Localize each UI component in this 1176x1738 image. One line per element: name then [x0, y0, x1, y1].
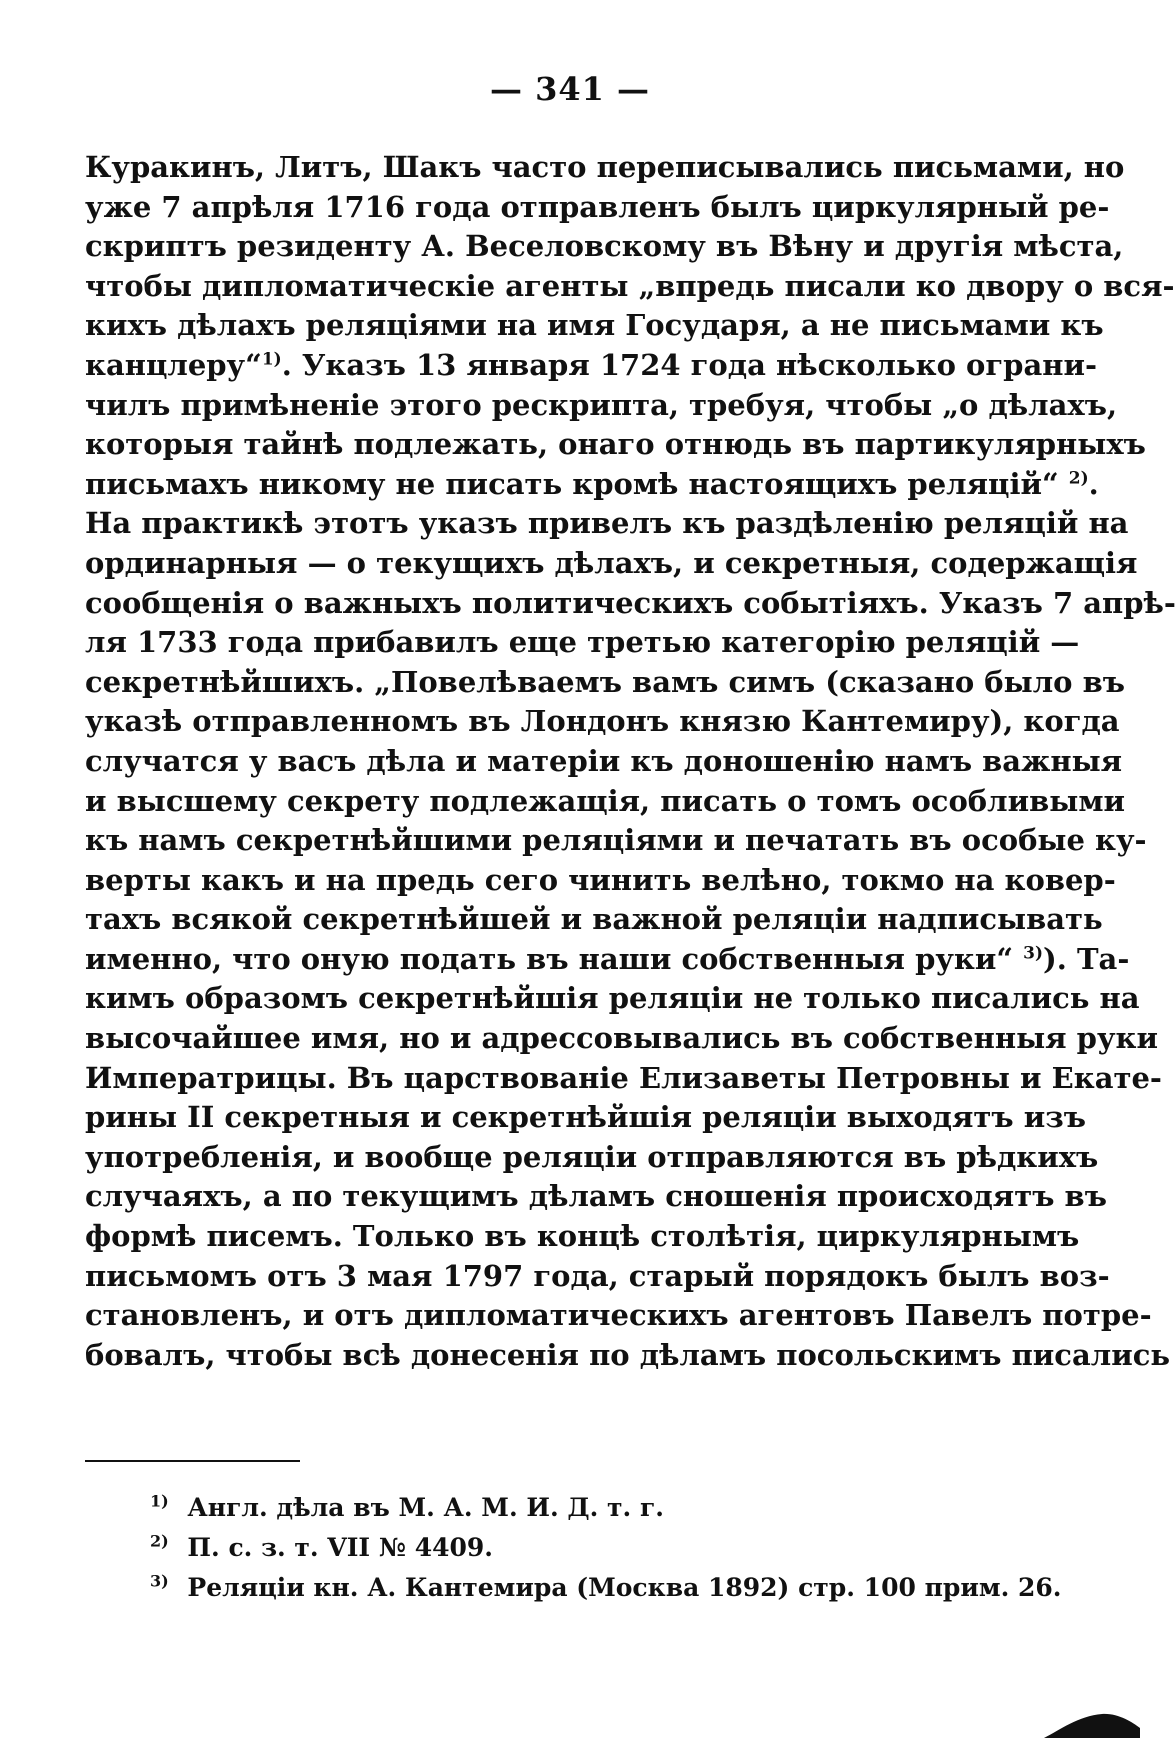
footnote-item [150, 1488, 1010, 1528]
footnote-text: П. с. з. т. VII № 4409. [187, 1533, 493, 1562]
text-line: бовалъ, чтобы всѣ донесенія по дѣламъ посольскимъ писались [85, 1337, 1171, 1372]
text-line: указѣ отправленномъ въ Лондонъ князю Кантемиру), когда [85, 704, 1120, 739]
footnote-mark: 2) [150, 1531, 169, 1551]
footnote-ref-1: 1) [261, 349, 282, 370]
text-line: рины II секретныя и секретнѣйшія реляціи выходятъ изъ [85, 1100, 1086, 1135]
text-line: Куракинъ, Литъ, Шакъ часто переписывались письмами, но [85, 150, 1125, 184]
footnote-ref-2: 2) [1068, 468, 1089, 489]
footnote-mark: 3) [150, 1571, 169, 1591]
text-line: скриптъ резиденту А. Веселовскому въ Вѣну и другія мѣста, [85, 229, 1124, 264]
footnote-text: Реляціи кн. А. Кантемира (Москва 1892) стр. 100 прим. 26. [187, 1573, 1062, 1602]
text-line: становленъ, и отъ дипломатическихъ агентовъ Павелъ потре- [85, 1298, 1152, 1333]
text-line: къ намъ секретнѣйшими реляціями и печатать въ особые ку- [85, 823, 1147, 858]
text-line: высочайшее имя, но и адрессовывались въ собственныя руки [85, 1021, 1158, 1056]
text-line: секретнѣйшихъ. „Повелѣваемъ вамъ симъ (сказано было въ [85, 664, 1125, 699]
text-line: случатся у васъ дѣла и матеріи къ доношенію намъ важныя [85, 743, 1123, 778]
footnotes-list [150, 1488, 1062, 1608]
text-line: употребленія, и вообще реляціи отправляются въ рѣдкихъ [85, 1139, 1099, 1174]
text-fragment: письмахъ никому не писать кромѣ настоящихъ реляцій“ [85, 466, 1059, 501]
footnote-ref-3: 3) [1023, 943, 1044, 964]
body-text [85, 148, 1176, 1375]
text-line-with-ref: письмахъ никому не писать кромѣ настоящихъ реляцій“ $^{2)}$. [85, 466, 1099, 501]
text-line: кихъ дѣлахъ реляціями на имя Государя, а не письмами къ [85, 308, 1104, 343]
text-line: Императрицы. Въ царствованіе Елизаветы Петровны и Екате- [85, 1060, 1162, 1095]
page-number: — 341 — [489, 70, 651, 108]
text-fragment: Указъ 13 января 1724 года нѣсколько ограни- [301, 347, 1098, 382]
footnote-text: Англ. дѣла въ М. А. М. И. Д. т. г. [187, 1493, 664, 1522]
text-line: тахъ всякой секретнѣйшей и важной реляціи надписывать [85, 902, 1103, 937]
text-line: кимъ образомъ секретнѣйшія реляціи не только писались на [85, 981, 1140, 1016]
text-line: ординарныя — о текущихъ дѣлахъ, и секретныя, содержащія [85, 545, 1138, 580]
text-line: уже 7 апрѣля 1716 года отправленъ былъ циркулярный ре- [85, 189, 1110, 224]
text-line: чтобы дипломатическіе агенты „впредь писали ко двору о вся- [85, 268, 1175, 303]
footnote-item [150, 1568, 1062, 1608]
footnote-mark: 1) [150, 1491, 169, 1511]
text-fragment: канцлеру“ [85, 347, 262, 382]
text-line-with-ref: именно, что оную подать въ наши собственныя руки“ $^{3)}$). Та- [85, 941, 1130, 976]
text-line-with-ref: канцлеру“$^{1)}$. Указъ 13 января 1724 года нѣсколько ограни- [85, 347, 1098, 382]
text-line: и высшему секрету подлежащія, писать о томъ особливыми [85, 783, 1126, 818]
text-line: чилъ примѣненіе этого рескрипта, требуя, чтобы „о дѣлахъ, [85, 387, 1118, 422]
text-line: письмомъ отъ 3 мая 1797 года, старый порядокъ былъ воз- [85, 1258, 1110, 1293]
footnote-divider [85, 1460, 300, 1462]
text-line: сообщенія о важныхъ политическихъ событіяхъ. Указъ 7 апрѣ- [85, 585, 1176, 620]
text-line: ля 1733 года прибавилъ еще третью категорію реляцій — [85, 625, 1080, 660]
text-line: верты какъ и на предь сего чинить велѣно, токмо на ковер- [85, 862, 1116, 897]
text-line: формѣ писемъ. Только въ концѣ столѣтія, циркулярнымъ [85, 1219, 1080, 1254]
text-fragment: Та- [1076, 941, 1130, 976]
text-line: которыя тайнѣ подлежать, онаго отнюдь въ партикулярныхъ [85, 427, 1146, 462]
text-line: На практикѣ этотъ указъ привелъ къ раздѣленію реляцій на [85, 506, 1129, 541]
footnote-item [150, 1528, 1010, 1568]
text-fragment: именно, что оную подать въ наши собственныя руки“ [85, 941, 1014, 976]
text-line: случаяхъ, а по текущимъ дѣламъ сношенія происходятъ въ [85, 1179, 1107, 1214]
ink-blot-icon [1040, 1708, 1140, 1738]
